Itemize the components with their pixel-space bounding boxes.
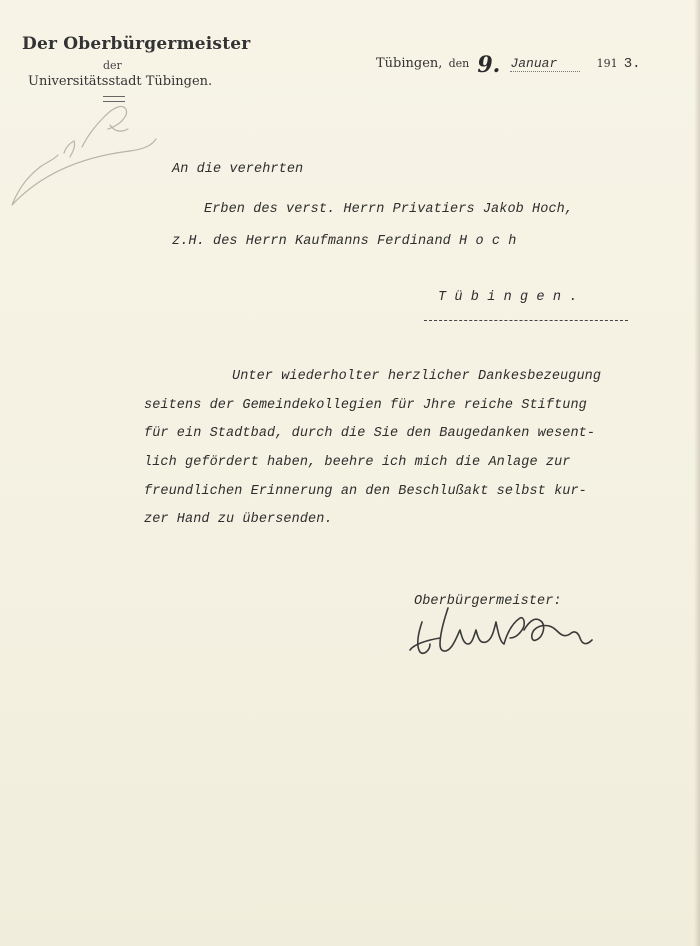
- date-place: Tübingen,: [376, 56, 443, 71]
- body-line-6: zer Hand zu übersenden.: [144, 512, 333, 527]
- body-line-5: freundlichen Erinnerung an den Beschlußakt selbst kur-: [144, 484, 587, 499]
- body-line-1: Unter wiederholter herzlicher Dankesbezeugung: [232, 369, 602, 384]
- letterhead-der: der: [103, 59, 122, 72]
- date-den: den: [448, 57, 470, 70]
- recipient-line-3: z.H. des Herrn Kaufmanns Ferdinand H o c h: [172, 234, 517, 249]
- recipient-line-1: An die verehrten: [172, 162, 304, 177]
- body-line-3: für ein Stadtbad, durch die Sie den Baugedanken wesent-: [144, 426, 596, 441]
- letterhead-city: Universitätsstadt Tübingen.: [28, 74, 213, 89]
- date-day: 9.: [477, 52, 501, 78]
- recipient-line-2: Erben des verst. Herrn Privatiers Jakob Hoch,: [204, 202, 574, 217]
- recipient-city: T ü b i n g e n .: [438, 290, 578, 305]
- letterhead-title: Der Oberbürgermeister: [22, 34, 251, 54]
- handwritten-signature: [400, 600, 620, 670]
- closing-title: Oberbürgermeister:: [414, 594, 562, 609]
- body-line-2: seitens der Gemeindekollegien für Jhre reiche Stiftung: [144, 398, 587, 413]
- recipient-underline: [424, 320, 628, 321]
- body-line-4: lich gefördert haben, beehre ich mich die Anlage zur: [144, 455, 571, 470]
- date-year-prefix: 191: [596, 57, 618, 70]
- date-month: Januar: [510, 56, 580, 72]
- pencil-annotation: [0, 95, 170, 225]
- date-year-digit: 3.: [623, 56, 641, 72]
- date-line: [376, 47, 641, 78]
